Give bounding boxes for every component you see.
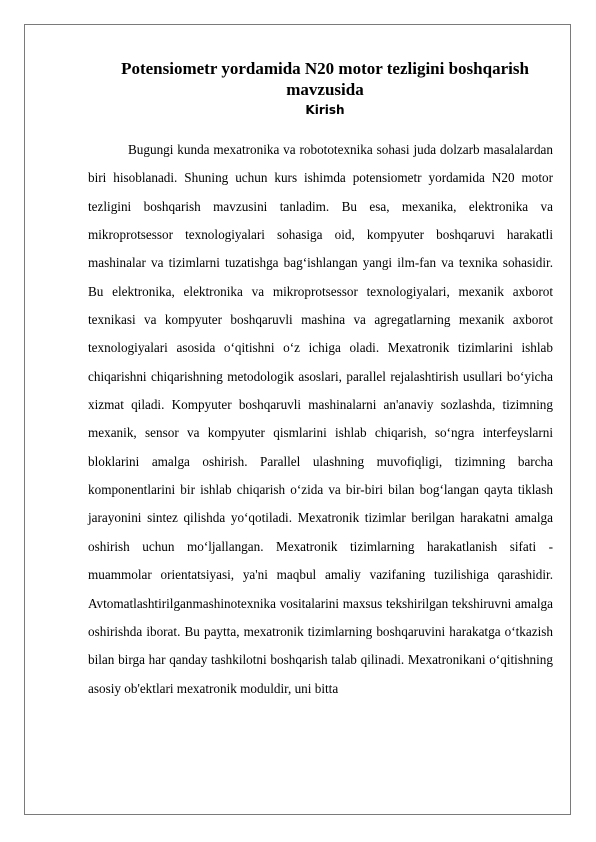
body-text	[88, 136, 553, 703]
document-title: Potensiometr yordamida N20 motor tezligini boshqarish mavzusida	[121, 59, 529, 99]
paragraph: Bugungi kunda mexatronika va robototexnika sohasi juda dolzarb masalalardan biri hisoblanadi. Shuning uchun kurs ishimda potensiometr yordamida N20 motor tezligini boshqarish mavzusini tanladim. Bu esa, mexanika, elektronika va mikroprotsessor texnologiyalari sohasiga oid, kompyuter boshqaruvi harakatli mashinalar va tizimlarni tuzatishga bag‘ishlangan yangi ilm-fan va texnika sohasidir. Bu elektronika, elektronika va mikroprotsessor texnologiyalari, mexanik axborot texnikasi va kompyuter boshqaruvli mashina va agregatlarning mexanik axborot texnologiyalari asosida o‘qitishni o‘z ichiga oladi. Mexatronik tizimlarini ishlab chiqarishni chiqarishning metodologik asoslari, parallel rejalashtirish usullari bo‘yicha xizmat qiladi. Kompyuter boshqaruvli mashinalarni an'anaviy sozlashda, tizimning mexanik, sensor va kompyuter qismlarini ishlab chiqarish, so‘ngra interfeyslarni bloklarini amalga oshirish. Parallel ulashning muvofiqligi, tizimning barcha komponentlarini bir ishlab chiqarish o‘zida va bir-biri bilan bog‘langan qayta tiklash jarayonini sintez qilishda yo‘qotiladi. Mexatronik tizimlar berilgan harakatni amalga oshirish uchun mo‘ljallangan. Mexatronik tizimlarning harakatlanish sifati - muammolar orientatsiyasi, ya'ni maqbul amaliy vazifaning tuzilishiga qarashidir. Avtomatlashtirilganmashinotexnika vositalarini maxsus tekshirilgan tekshiruvni amalga oshirishda iborat. Bu paytta, mexatronik tizimlarning boshqaruvini harakatga o‘tkazish bilan birga har qanday tashkilotni boshqarish talab qilinadi. Mexatronikani o‘qitishning asosiy ob'ektlari mexatronik moduldir, uni bitta	[88, 142, 553, 696]
section-heading: Kirish	[305, 103, 345, 117]
